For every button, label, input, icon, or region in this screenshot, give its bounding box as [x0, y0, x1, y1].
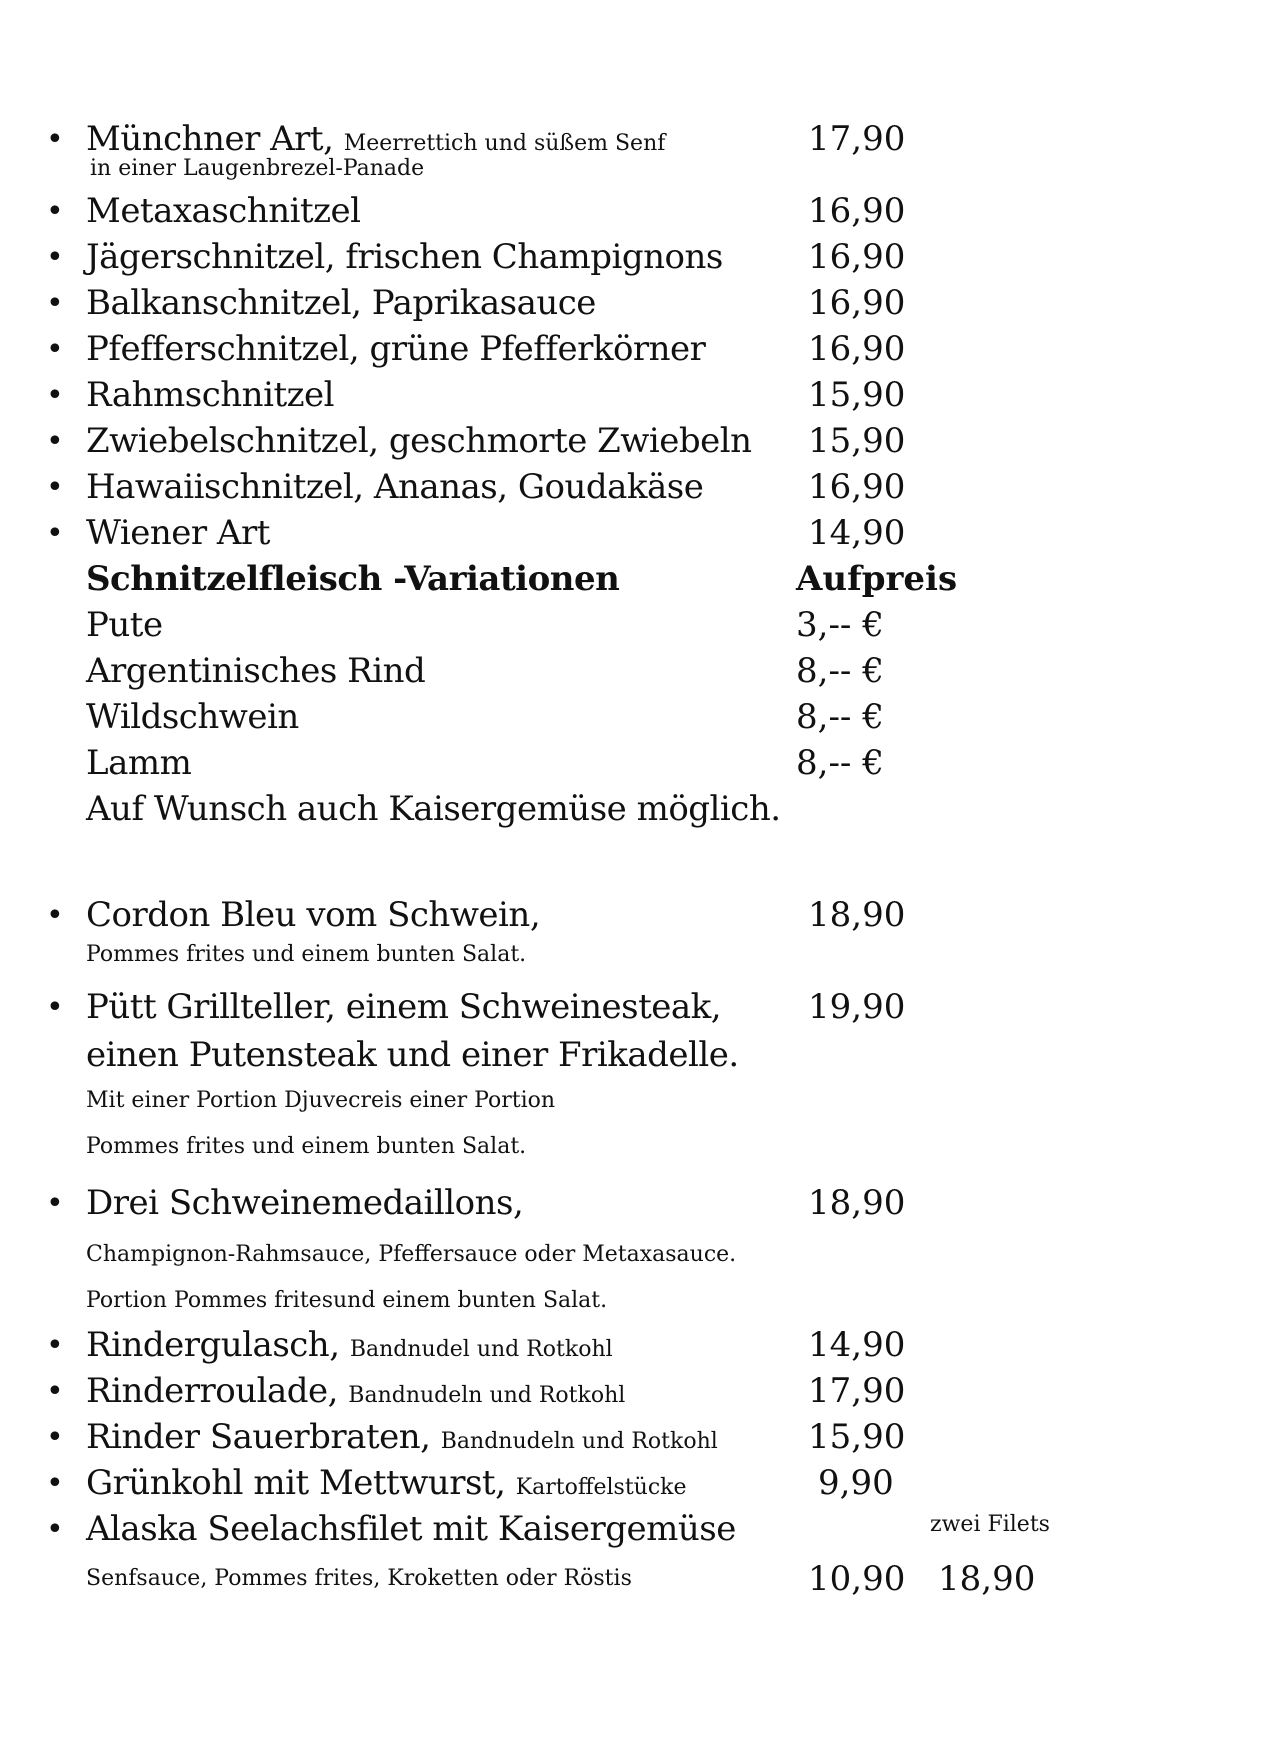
variations-footer — [0, 786, 1275, 836]
item-name: Balkanschnitzel, Paprikasauce — [86, 283, 596, 323]
bullet: • — [46, 1186, 64, 1221]
item-name: Alaska Seelachsfilet mit Kaisergemüse — [86, 1509, 736, 1549]
bullet: • — [46, 1512, 64, 1547]
bullet: • — [46, 1328, 64, 1363]
item-price: 9,90 — [818, 1463, 894, 1503]
item-name: Metaxaschnitzel — [86, 191, 361, 231]
item-description: Bandnudeln und Rotkohl — [440, 1429, 718, 1454]
item-price: 14,90 — [808, 1325, 906, 1365]
item-price: 15,90 — [808, 421, 906, 461]
menu-item-seelachs — [0, 1506, 1275, 1556]
variation-price: 3,-- € — [796, 605, 884, 645]
menu-item-jaegerschnitzel — [0, 234, 1275, 284]
menu-item-balkanschnitzel — [0, 280, 1275, 330]
menu-item-rindergulasch — [0, 1322, 1275, 1372]
menu-item-wiener-art — [0, 510, 1275, 560]
variation-name: Lamm — [86, 743, 192, 783]
menu-item-note — [0, 1086, 1275, 1136]
bullet: • — [46, 1420, 64, 1455]
item-name: Rahmschnitzel — [86, 375, 335, 415]
menu-item-rinderroulade — [0, 1368, 1275, 1418]
item-name: Münchner Art, Meerrettich und süßem Senf — [86, 119, 666, 159]
item-name: Pfefferschnitzel, grüne Pfefferkörner — [86, 329, 706, 369]
menu-item-zwiebelschnitzel — [0, 418, 1275, 468]
item-price: 16,90 — [808, 191, 906, 231]
item-price: 16,90 — [808, 283, 906, 323]
item-note: in einer Laugenbrezel-Panade — [90, 156, 425, 181]
item-name: Rindergulasch, Bandnudel und Rotkohl — [86, 1325, 613, 1365]
item-note: Champignon-Rahmsauce, Pfeffersauce oder Metaxasauce. — [86, 1242, 737, 1267]
variation-argentinisches-rind — [0, 648, 1275, 698]
variation-price: 8,-- € — [796, 697, 884, 737]
menu-item-sauerbraten — [0, 1414, 1275, 1464]
menu-item-note — [0, 940, 1275, 990]
item-price: 17,90 — [808, 1371, 906, 1411]
item-name: Cordon Bleu vom Schwein, — [86, 895, 541, 935]
item-name: Grünkohl mit Mettwurst, Kartoffelstücke — [86, 1463, 687, 1503]
item-name: Rinder Sauerbraten, Bandnudeln und Rotkohl — [86, 1417, 718, 1457]
item-note: Pommes frites und einem bunten Salat. — [86, 942, 527, 967]
item-name: Rinderroulade, Bandnudeln und Rotkohl — [86, 1371, 626, 1411]
bullet: • — [46, 516, 64, 551]
variations-footer-text: Auf Wunsch auch Kaisergemüse möglich. — [86, 789, 781, 829]
bullet: • — [46, 470, 64, 505]
variations-heading: Schnitzelfleisch -Variationen — [86, 559, 620, 599]
bullet: • — [46, 194, 64, 229]
bullet: • — [46, 286, 64, 321]
item-price: 16,90 — [808, 329, 906, 369]
menu-item-note — [0, 1132, 1275, 1182]
menu-item-note — [0, 1240, 1275, 1290]
menu-item-grillteller — [0, 984, 1275, 1034]
variation-wildschwein — [0, 694, 1275, 744]
variation-lamm — [0, 740, 1275, 790]
bullet: • — [46, 122, 64, 157]
item-description: Kartoffelstücke — [515, 1475, 687, 1500]
item-name: Jägerschnitzel, frischen Champignons — [86, 237, 723, 277]
item-price-two-filets: 18,90 — [938, 1559, 1036, 1599]
item-note: Mit einer Portion Djuvecreis einer Portion — [86, 1088, 556, 1113]
item-name: Zwiebelschnitzel, geschmorte Zwiebeln — [86, 421, 752, 461]
menu-item-hawaiischnitzel — [0, 464, 1275, 514]
item-price: 17,90 — [808, 119, 906, 159]
bullet: • — [46, 240, 64, 275]
menu-item-medaillons — [0, 1180, 1275, 1230]
menu-item-gruenkohl — [0, 1460, 1275, 1510]
variation-name: Argentinisches Rind — [86, 651, 426, 691]
menu-item-seelachs-details — [0, 1556, 1275, 1606]
bullet: • — [46, 424, 64, 459]
variation-name: Wildschwein — [86, 697, 299, 737]
item-price: 15,90 — [808, 1417, 906, 1457]
menu-item-rahmschnitzel — [0, 372, 1275, 422]
item-description: Bandnudel und Rotkohl — [349, 1337, 613, 1362]
item-price: 19,90 — [808, 987, 906, 1027]
item-name-continued: einen Putensteak und einer Frikadelle. — [86, 1035, 739, 1075]
menu-item-cordon-bleu — [0, 892, 1275, 942]
item-note: Senfsauce, Pommes frites, Kroketten oder Röstis — [86, 1566, 632, 1591]
item-name: Wiener Art — [86, 513, 270, 553]
item-price: 16,90 — [808, 237, 906, 277]
bullet: • — [46, 990, 64, 1025]
bullet: • — [46, 332, 64, 367]
item-price: 14,90 — [808, 513, 906, 553]
item-price: 10,90 — [808, 1559, 906, 1599]
item-price: 18,90 — [808, 1183, 906, 1223]
item-aside-label: zwei Filets — [930, 1512, 1050, 1537]
item-description: Bandnudeln und Rotkohl — [348, 1383, 626, 1408]
variation-pute — [0, 602, 1275, 652]
bullet: • — [46, 378, 64, 413]
menu-item-pfefferschnitzel — [0, 326, 1275, 376]
menu-item-metaxaschnitzel — [0, 188, 1275, 238]
item-price: 16,90 — [808, 467, 906, 507]
variation-name: Pute — [86, 605, 163, 645]
variation-price: 8,-- € — [796, 743, 884, 783]
bullet: • — [46, 898, 64, 933]
menu-item-grillteller-line2 — [0, 1032, 1275, 1082]
variations-heading-row — [0, 556, 1275, 606]
variations-heading-price: Aufpreis — [796, 559, 958, 599]
item-name: Pütt Grillteller, einem Schweinesteak, — [86, 987, 722, 1027]
item-name: Hawaiischnitzel, Ananas, Goudakäse — [86, 467, 704, 507]
item-note: Portion Pommes fritesund einem bunten Salat. — [86, 1288, 608, 1313]
item-description: Meerrettich und süßem Senf — [343, 131, 666, 156]
item-price: 18,90 — [808, 895, 906, 935]
bullet: • — [46, 1466, 64, 1501]
item-price: 15,90 — [808, 375, 906, 415]
variation-price: 8,-- € — [796, 651, 884, 691]
item-name: Drei Schweinemedaillons, — [86, 1183, 524, 1223]
item-note: Pommes frites und einem bunten Salat. — [86, 1134, 527, 1159]
bullet: • — [46, 1374, 64, 1409]
